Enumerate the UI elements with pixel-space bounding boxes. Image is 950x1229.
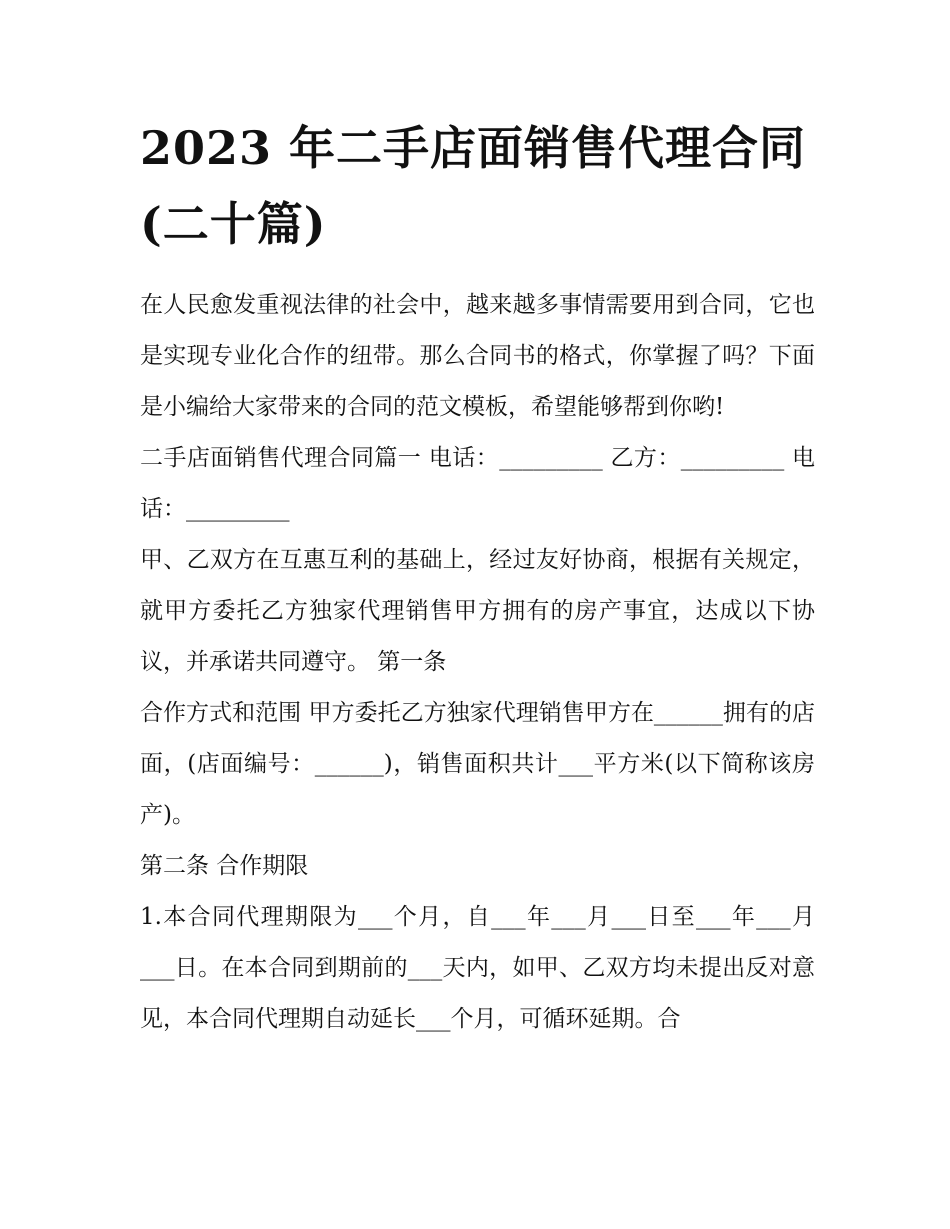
- intro-paragraph: 在人民愈发重视法律的社会中，越来越多事情需要用到合同，它也是实现专业化合作的纽带。那么合同书的格式，你掌握了吗？下面是小编给大家带来的合同的范文模板，希望能够帮到你哟!: [140, 292, 815, 420]
- article-two-clause-1: 1.本合同代理期限为___个月，自___年___月___日至___年___月___日。在本合同到期前的___天内，如甲、乙双方均未提出反对意见，本合同代理期自动延长___个月，可循环延期。合: [140, 904, 815, 1032]
- article-two-heading: 第二条 合作期限: [140, 853, 309, 879]
- document-page: [140, 110, 815, 1045]
- article-one-paragraph: 合作方式和范围 甲方委托乙方独家代理销售甲方在______拥有的店面，(店面编号：______)，销售面积共计___平方米(以下简称该房产)。: [140, 700, 815, 828]
- agreement-preamble-paragraph: 甲、乙双方在互惠互利的基础上，经过友好协商，根据有关规定，就甲方委托乙方独家代理销售甲方拥有的房产事宜，达成以下协议，并承诺共同遵守。 第一条: [140, 547, 815, 675]
- document-title: 2023 年二手店面销售代理合同(二十篇): [140, 121, 807, 251]
- contract-parties-paragraph: 二手店面销售代理合同篇一 电话：_________ 乙方：_________ 电话：_________: [140, 445, 815, 522]
